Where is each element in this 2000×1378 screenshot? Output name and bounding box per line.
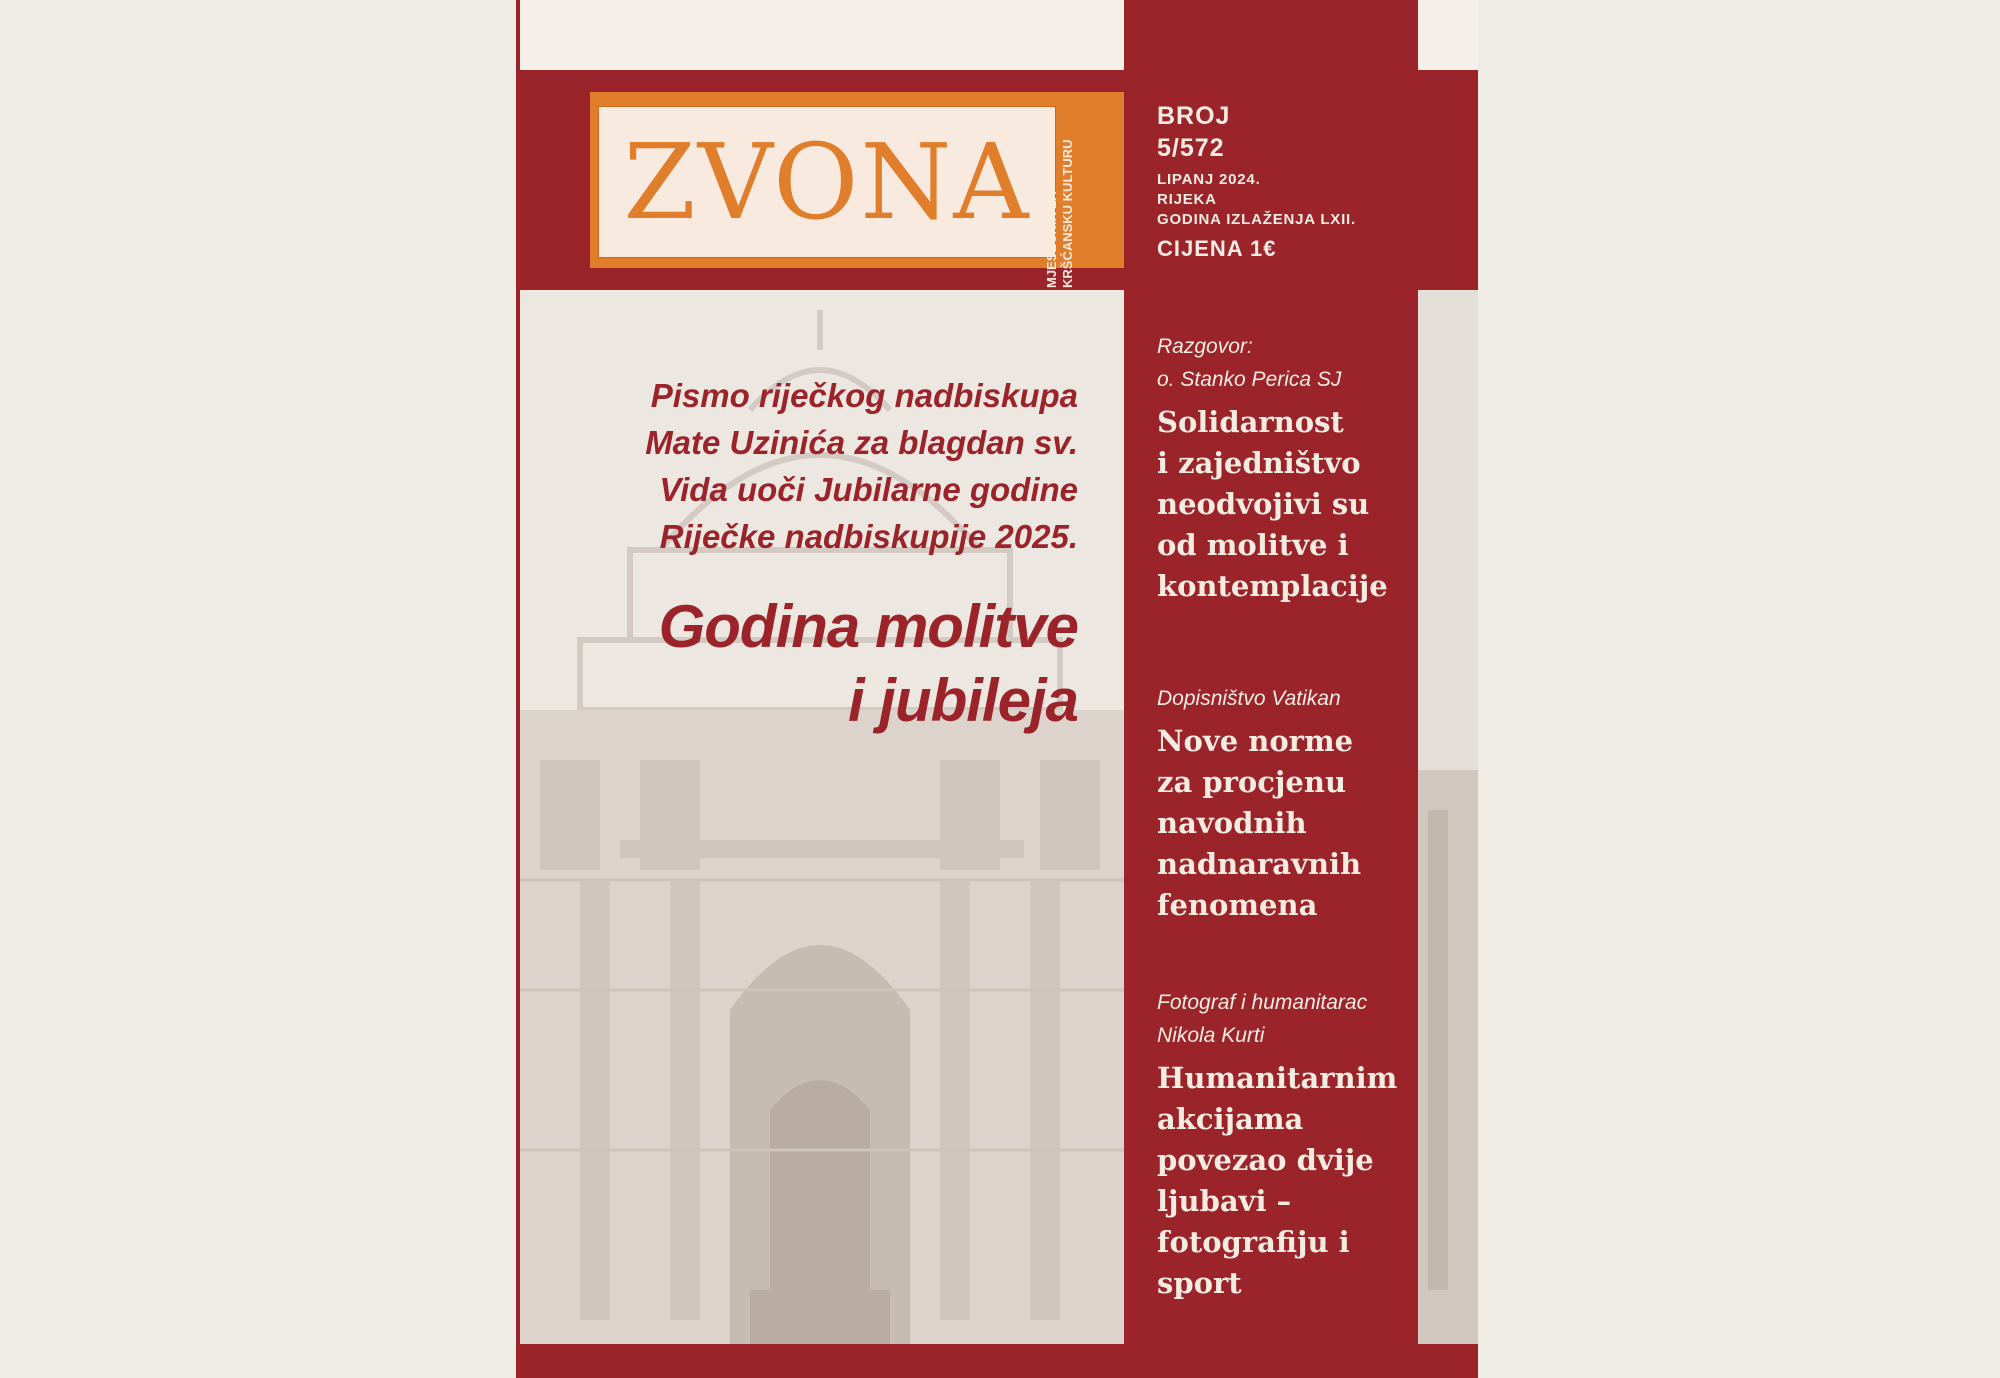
story-title: sport [1157,1266,1242,1300]
story-title: od molitve i [1157,528,1349,562]
story-title: kontemplacije [1157,569,1388,603]
headline-line: Godina molitve [658,593,1078,660]
story-title: Solidarnost [1157,405,1344,439]
edge-building-illustration [1418,290,1478,1344]
story-title: neodvojivi su [1157,487,1370,521]
story-pretitle: Fotograf i humanitarac [1157,991,1368,1014]
cover-photo-edge [1418,290,1478,1344]
kicker-line: Pismo riječkog nadbiskupa [650,377,1078,414]
story-title: akcijama [1157,1102,1304,1136]
story-pretitle: o. Stanko Perica SJ [1157,368,1342,391]
story-title: Nove norme [1157,724,1354,758]
story-title: navodnih [1157,806,1307,840]
story-pretitle: Nikola Kurti [1157,1024,1265,1047]
kicker-line: Vida uoči Jubilarne godine [659,471,1078,508]
story-title: nadnaravnih [1157,847,1362,881]
top-red-block [1124,0,1418,70]
logo-inner-panel [598,106,1056,258]
logo-tagline [1044,112,1088,288]
cover-bottom-band [516,1344,1478,1378]
kicker-line: Riječke nadbiskupije 2025. [659,518,1078,555]
tagline-line-2: KRŠĆANSKU KULTURU [1060,139,1075,288]
issue-broj-label: BROJ [1157,102,1231,130]
issue-info [1157,100,1356,264]
issue-price: CIJENA 1€ [1157,236,1277,261]
side-story-photographer [1157,986,1407,1304]
logo-wordmark: ZVONA [623,121,1031,243]
side-story-interview [1157,330,1407,607]
main-headline [558,590,1078,738]
headline-line: i jubileja [847,667,1078,734]
kicker-line: Mate Uzinića za blagdan sv. [645,424,1078,461]
main-story-kicker [558,372,1078,560]
story-pretitle: Razgovor: [1157,335,1253,358]
story-title: Humanitarnim [1157,1061,1398,1095]
story-title: fenomena [1157,888,1318,922]
issue-number: 5/572 [1157,134,1225,162]
tagline-line-1: MJESEČNIK ZA [1044,191,1059,288]
issue-date: LIPANJ 2024. [1157,171,1261,188]
issue-city: RIJEKA [1157,191,1217,208]
story-title: ljubavi – [1157,1184,1292,1218]
story-title: fotografiju i [1157,1225,1350,1259]
story-pretitle: Dopisništvo Vatikan [1157,687,1341,710]
issue-year: GODINA IZLAŽENJA LXII. [1157,211,1356,228]
side-story-vatican [1157,682,1407,926]
story-title: povezao dvije [1157,1143,1374,1177]
masthead-logo [590,92,1124,288]
story-title: i zajedništvo [1157,446,1361,480]
story-title: za procjenu [1157,765,1347,799]
